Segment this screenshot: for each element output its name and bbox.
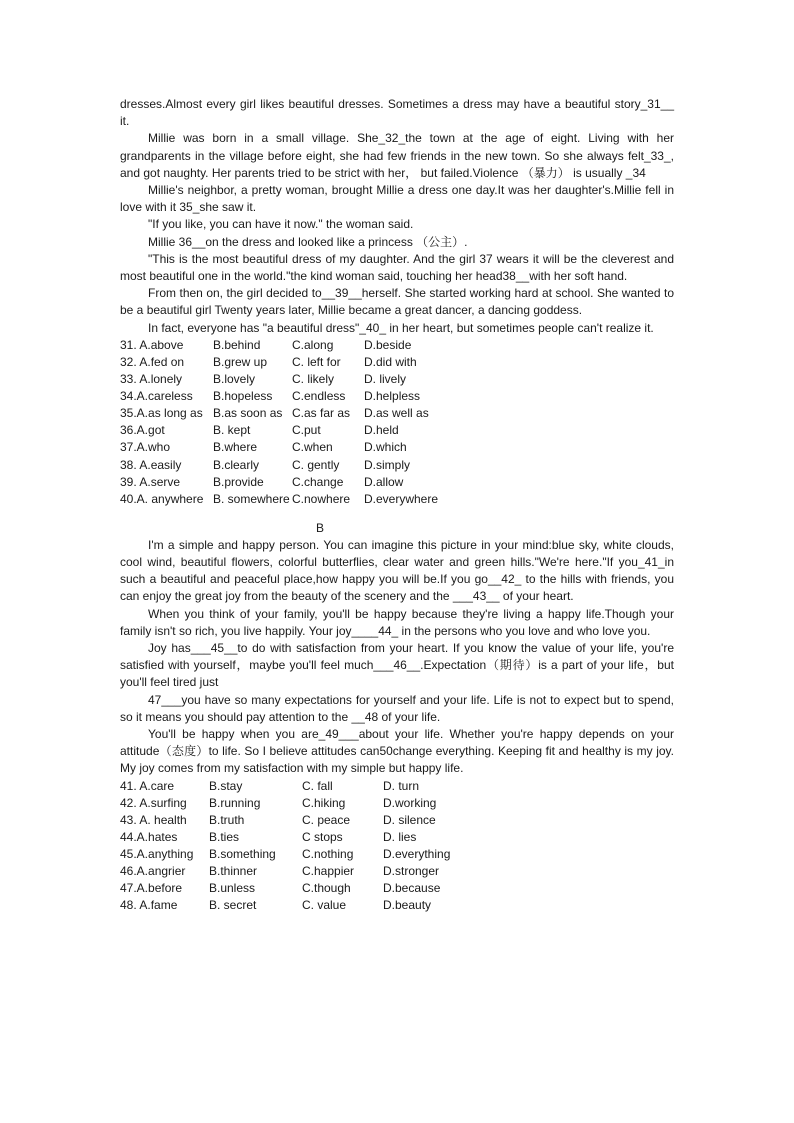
option-c: C.change [292, 474, 344, 489]
part-a-paragraph: "This is the most beautiful dress of my daughter. And the girl 37 wears it will be the cleverest and most beautiful one in the world."the kind woman said, touching her head38__with her soft hand. [120, 251, 674, 284]
option-b: B.stay [209, 778, 243, 793]
option-d: D. silence [383, 812, 436, 827]
option-a: 41. A.care [120, 778, 175, 793]
option-d: D.did with [364, 354, 417, 369]
option-c: C.nothing [302, 847, 354, 861]
option-a: 43. A. health [120, 812, 187, 827]
option-d: D.everything [383, 847, 451, 861]
option-d: D.held [364, 423, 399, 438]
question-options-row [120, 491, 674, 508]
part-b-paragraph: Joy has___45__to do with satisfaction from your heart. If you know the value of your life, you're satisfied with yourself，maybe you'll feel much___46__.Expectation（期待）is a part of your life，but you'll feel tired just [120, 641, 674, 690]
option-b: B.ties [209, 829, 240, 844]
option-b: B.where [213, 440, 258, 455]
question-options-row [120, 337, 674, 354]
question-options-row [120, 354, 674, 371]
option-c: C.nowhere [292, 491, 351, 506]
option-b: B.as soon as [213, 406, 283, 421]
option-d: D.which [364, 440, 407, 455]
option-c: C. peace [302, 812, 351, 827]
option-c: C.as far as [292, 406, 351, 421]
question-options-row [120, 371, 674, 388]
option-a: 35.A.as long as [120, 406, 203, 421]
option-d: D. lies [383, 829, 417, 844]
part-a-paragraph: From then on, the girl decided to__39__herself. She started working hard at school. She wanted to be a beautiful girl Twenty years later, Millie became a great dancer, a dancing goddess. [120, 286, 674, 318]
part-a-options [120, 337, 674, 508]
option-d: D.working [383, 795, 437, 810]
option-c: C. fall [302, 778, 333, 793]
part-a-paragraph: Millie was born in a small village. She_32_the town at the age of eight. Living with her grandparents in the village before eight, she had few friends in the new town. So she always felt_33_, and got naughty. Her parents tried to be strict with her， but failed.Violence （暴力） is usually _34 [120, 131, 674, 180]
part-b-options [120, 778, 674, 915]
option-a: 36.A.got [120, 423, 165, 438]
option-a: 32. A.fed on [120, 354, 185, 369]
option-d: D.because [383, 881, 441, 896]
option-c: C stops [302, 829, 343, 844]
part-a-paragraph: Millie's neighbor, a pretty woman, brought Millie a dress one day.It was her daughter's.Millie fell in love with it 35_she saw it. [120, 183, 674, 215]
part-a-paragraph: In fact, everyone has "a beautiful dress"_40_ in her heart, but sometimes people can't realize it. [148, 320, 654, 335]
option-d: D.beside [364, 337, 412, 352]
option-b: B. secret [209, 898, 257, 913]
option-b: B.behind [213, 337, 261, 352]
option-d: D.allow [364, 474, 404, 489]
question-options-row [120, 863, 674, 880]
option-c: C.hiking [302, 795, 346, 810]
option-b: B.thinner [209, 864, 258, 879]
option-a: 42. A.surfing [120, 795, 187, 810]
question-options-row [120, 778, 674, 795]
option-d: D. turn [383, 778, 420, 793]
question-options-row [120, 812, 674, 829]
option-c: C.happier [302, 864, 355, 879]
option-a: 48. A.fame [120, 898, 178, 913]
option-b: B.lovely [213, 372, 256, 387]
question-options-row [120, 880, 674, 897]
option-a: 40.A. anywhere [120, 491, 204, 506]
part-b-paragraph: I'm a simple and happy person. You can imagine this picture in your mind:blue sky, white clouds, cool wind, beautiful flowers, colorful butterflies, clear water and green hills."We're here."If you_41_in such a beautiful and peaceful place,how happy you will be.If you go__42_ to the hills with friends, you can enjoy the great joy from the beauty of the scenery and the ___43__ of your heart. [120, 537, 674, 604]
option-a: 31. A.above [120, 337, 184, 352]
part-a-passage [120, 96, 674, 337]
option-a: 46.A.angrier [120, 864, 186, 879]
option-d: D. lively [364, 372, 407, 387]
option-c: C.endless [292, 389, 346, 404]
question-options-row [120, 405, 674, 422]
question-options-row [120, 422, 674, 439]
option-b: B. somewhere [213, 491, 290, 506]
option-b: B.something [209, 847, 276, 861]
option-c: C. value [302, 898, 347, 913]
option-c: C.though [302, 881, 351, 896]
question-options-row [120, 474, 674, 491]
option-a: 38. A.easily [120, 457, 182, 472]
option-c: C. gently [292, 457, 340, 472]
option-b: B.clearly [213, 457, 260, 472]
option-d: D.beauty [383, 898, 432, 913]
option-b: B.grew up [213, 354, 268, 369]
option-c: C.when [292, 440, 333, 455]
option-a: 33. A.lonely [120, 372, 183, 387]
part-a-paragraph: dresses.Almost every girl likes beautiful dresses. Sometimes a dress may have a beautiful story_31__ it. [120, 97, 674, 129]
option-a: 34.A.careless [120, 389, 193, 404]
option-c: C. likely [292, 372, 335, 387]
part-b-title: B [316, 520, 325, 535]
option-c: C.along [292, 337, 334, 352]
option-d: D.simply [364, 457, 411, 472]
question-options-row [120, 457, 674, 474]
option-a: 37.A.who [120, 440, 171, 455]
option-a: 47.A.before [120, 881, 183, 896]
part-b-paragraph: You'll be happy when you are_49___about your life. Whether you're happy depends on your attitude（态度）to life. So I believe attitudes can50change everything. Keeping fit and healthy is my joy. My joy comes from my satisfaction with my simple but happy life. [120, 727, 674, 776]
part-b-paragraph: When you think of your family, you'll be happy because they're living a happy life.Though your family isn't so rich, you live happily. Your joy____44_ in the persons who you love and who love you. [120, 606, 674, 638]
option-b: B.unless [209, 881, 256, 896]
option-c: C.put [292, 423, 321, 438]
option-a: 44.A.hates [120, 829, 178, 844]
question-options-row [120, 439, 674, 456]
worksheet-content [120, 96, 674, 914]
option-a: 45.A.anything [120, 847, 194, 861]
question-options-row [120, 829, 674, 846]
option-d: D.helpless [364, 389, 421, 404]
option-d: D.stronger [383, 864, 440, 879]
question-options-row [120, 846, 674, 863]
part-a-paragraph: Millie 36__on the dress and looked like a princess （公主）. [148, 234, 468, 249]
option-b: B.running [209, 795, 261, 810]
option-b: B.hopeless [213, 389, 273, 404]
option-a: 39. A.serve [120, 474, 181, 489]
question-options-row [120, 897, 674, 914]
question-options-row [120, 388, 674, 405]
question-options-row [120, 795, 674, 812]
option-b: B. kept [213, 423, 251, 438]
option-c: C. left for [292, 354, 341, 369]
part-b-paragraph: 47___you have so many expectations for yourself and your life. Life is not to expect but to spend, so it means you should pay attention to the __48 of your life. [120, 692, 674, 724]
option-d: D.as well as [364, 406, 429, 421]
option-d: D.everywhere [364, 491, 439, 506]
part-b-passage [120, 537, 674, 778]
part-a-paragraph: "If you like, you can have it now." the woman said. [148, 217, 414, 232]
option-b: B.provide [213, 474, 264, 489]
option-b: B.truth [209, 812, 245, 827]
